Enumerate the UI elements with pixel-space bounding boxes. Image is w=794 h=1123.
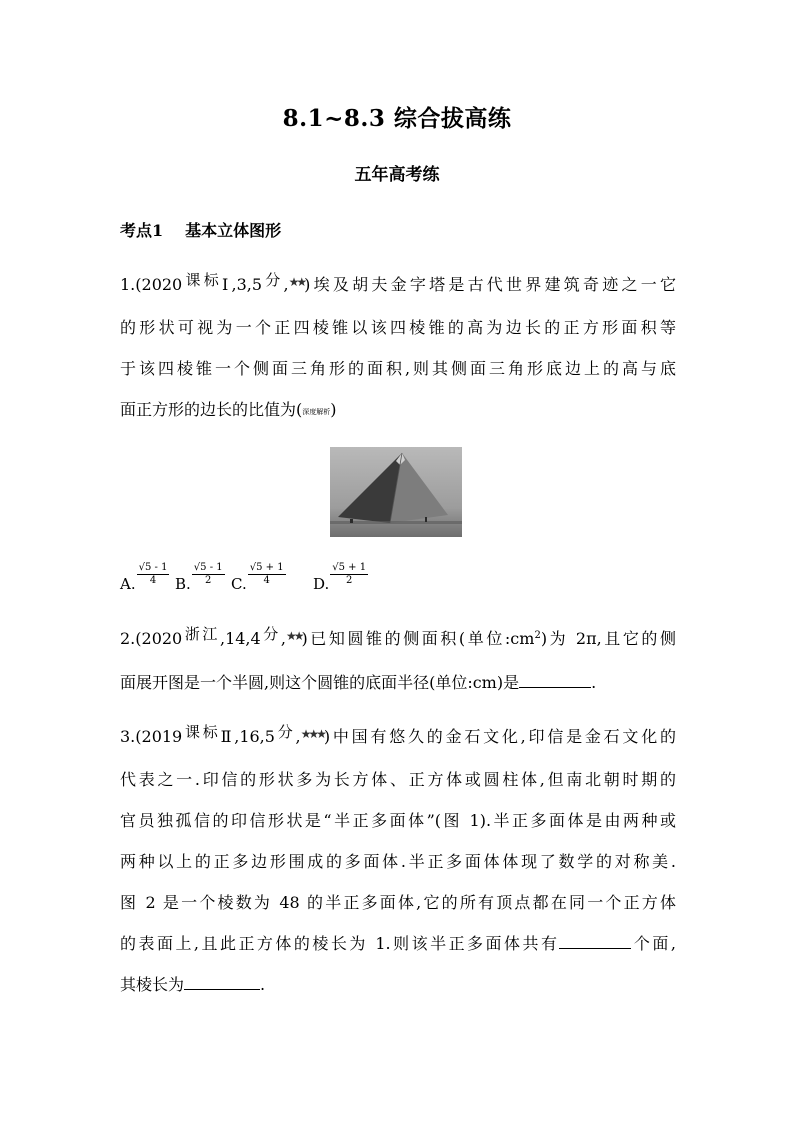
choice-d[interactable] [313, 562, 368, 593]
section-name: 基本立体图形 [185, 221, 282, 240]
q2-line-1-text-a: )已知圆锥的侧面积(单位:cm [301, 629, 535, 648]
question-2 [120, 618, 676, 703]
q1-meta: Ⅰ,3,5 [221, 275, 263, 294]
q1-line-4 [120, 389, 676, 434]
choice-d-numerator: √5 + 1 [332, 562, 367, 573]
q2-end: . [591, 673, 597, 692]
q3-line-6-text-b: 个面, [631, 934, 676, 953]
q1-line-1: 1.(2020课标Ⅰ,3,5分,★★)埃及胡夫金字塔是古代世界建筑奇迹之一它 [120, 264, 676, 307]
choice-b-fraction [192, 562, 225, 587]
q2-fen: 分 [260, 625, 281, 643]
choice-b-numerator: √5 - 1 [193, 562, 223, 573]
q1-hint-badge: 深度解析 [302, 408, 331, 416]
choice-b-label: B. [175, 574, 191, 593]
q3-line-6-text-a: 的表面上,且此正方体的棱长为 1.则该半正多面体共有 [120, 934, 560, 953]
q3-end: . [260, 975, 266, 994]
q1-close-paren: ) [330, 400, 337, 419]
choice-d-label: D. [313, 574, 330, 593]
q2-line-2-text: 面展开图是一个半圆,则这个圆锥的底面半径(单位:cm)是 [120, 673, 520, 692]
q3-meta: Ⅱ,16,5 [220, 727, 275, 746]
q3-face-count-blank[interactable] [559, 930, 631, 949]
pyramid-photo-image [330, 447, 462, 537]
q1-line-1-text: )埃及胡夫金字塔是古代世界建筑奇迹之一它 [304, 275, 676, 294]
q3-line-2: 代表之一.印信的形状多为长方体、正方体或圆柱体,但南北朝时期的 [120, 770, 676, 789]
choice-a-numerator: √5 - 1 [138, 562, 168, 573]
section-label: 考点1 [120, 221, 164, 240]
q3-line-1-text: )中国有悠久的金石文化,印信是金石文化的 [323, 727, 676, 746]
q3-head: 3.(2019 [120, 727, 183, 746]
choice-c-numerator: √5 + 1 [249, 562, 284, 573]
q1-head: 1.(2020 [120, 275, 183, 294]
choice-d-denominator: 2 [346, 575, 353, 586]
choice-d-fraction [330, 562, 368, 587]
q1-fen: 分 [262, 271, 284, 289]
choice-c-label: C. [231, 574, 247, 593]
section-heading [120, 218, 281, 241]
choice-b-denominator: 2 [205, 575, 212, 586]
q1-line-2: 的形状可视为一个正四棱锥以该四棱锥的高为边长的正方形面积等 [120, 318, 676, 337]
q3-difficulty-stars-icon: ★★★ [300, 727, 324, 741]
choice-b[interactable] [175, 562, 225, 593]
q3-line-5: 图 2 是一个棱数为 48 的半正多面体,它的所有顶点都在同一个正方体 [120, 893, 676, 912]
q1-difficulty-stars-icon: ★★ [288, 275, 305, 289]
choice-a[interactable] [120, 562, 169, 593]
q2-answer-blank[interactable] [519, 669, 591, 688]
q3-line-7-text: 其棱长为 [120, 975, 185, 994]
q2-superscript: 2 [534, 630, 541, 641]
page-subtitle: 五年高考练 [354, 165, 440, 185]
choice-a-label: A. [120, 574, 136, 593]
choice-c-denominator: 4 [263, 575, 270, 586]
page-title: 8.1~8.3 综合拔高练 [282, 105, 512, 132]
q3-source-tag: 课标 [182, 723, 221, 741]
q2-head: 2.(2020 [120, 629, 183, 648]
q3-edge-length-blank[interactable] [184, 971, 260, 990]
question-3 [120, 716, 676, 1005]
q2-difficulty-stars-icon: ★★ [285, 629, 302, 643]
q1-line-4-text: 面正方形的边长的比值为( [120, 400, 303, 419]
q3-line-4: 两种以上的正多边形围成的多面体.半正多面体体现了数学的对称美. [120, 852, 676, 871]
q2-meta: ,14,4 [219, 629, 261, 648]
q1-source-tag: 课标 [182, 271, 222, 289]
q3-line-1: 3.(2019课标Ⅱ,16,5分,★★★)中国有悠久的金石文化,印信是金石文化的 [120, 716, 676, 759]
choice-a-denominator: 4 [149, 575, 157, 586]
q2-line-1: 2.(2020浙江,14,4分,★★)已知圆锥的侧面积(单位$:cm^2$)为 2π,且它的侧 [120, 618, 676, 662]
q3-line-6 [120, 923, 676, 964]
q2-source-tag: 浙江 [182, 625, 220, 643]
q1-line-3: 于该四棱锥一个侧面三角形的面积,则其侧面三角形底边上的高与底 [120, 359, 676, 378]
q3-line-7 [120, 964, 676, 1005]
choice-c-fraction [248, 562, 286, 587]
q3-fen: 分 [274, 723, 296, 741]
question-1 [120, 264, 676, 434]
q2-line-1-text-b: )为 2π,且它的侧 [540, 629, 676, 648]
q2-line-2 [120, 662, 676, 703]
choice-a-fraction [137, 562, 170, 587]
q3-line-3: 官员独孤信的印信形状是“半正多面体”(图 1).半正多面体是由两种或 [120, 811, 676, 830]
choice-c[interactable] [231, 562, 286, 593]
